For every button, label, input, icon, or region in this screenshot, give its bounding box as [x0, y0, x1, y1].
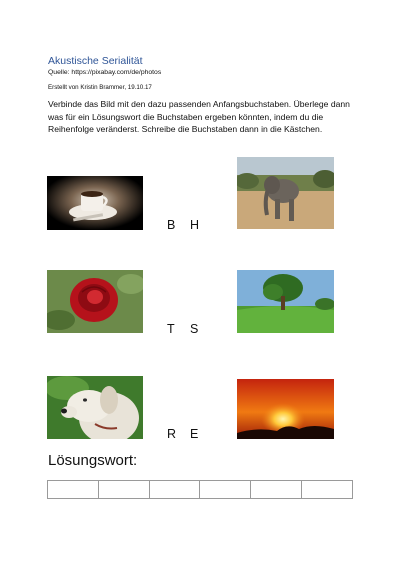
answer-box-1[interactable]	[48, 481, 99, 498]
answer-box-2[interactable]	[99, 481, 150, 498]
letter-e: E	[190, 427, 199, 441]
letter-b: B	[167, 218, 176, 232]
elephant-photo	[237, 157, 334, 229]
answer-box-4[interactable]	[200, 481, 251, 498]
tree-meadow-photo	[237, 270, 334, 333]
letter-s: S	[190, 322, 199, 336]
instruction-text: Verbinde das Bild mit den dazu passenden Anfangsbuchstaben. Überlege dann was für ein Lösungswort die Buchstaben ergeben könnten, indem du die Reihenfolge veränderst. Schreibe die Buchstaben dann in die Kästchen.	[48, 99, 350, 135]
letter-r: R	[167, 427, 177, 441]
letter-t: T	[167, 322, 175, 336]
answer-box-3[interactable]	[150, 481, 201, 498]
source-line: Quelle: https://pixabay.com/de/photos	[48, 69, 162, 76]
letter-h: H	[190, 218, 200, 232]
dog-photo	[47, 376, 143, 439]
coffee-cup-photo	[47, 176, 143, 230]
red-rose-photo	[47, 270, 143, 333]
answer-box-6[interactable]	[302, 481, 352, 498]
author-line: Erstellt von Kristin Brammer, 19.10.17	[48, 84, 152, 91]
worksheet-title: Akustische Serialität	[48, 55, 143, 67]
solution-boxes	[47, 480, 353, 499]
sunset-photo	[237, 379, 334, 439]
solution-word-label: Lösungswort:	[48, 452, 138, 469]
answer-box-5[interactable]	[251, 481, 302, 498]
